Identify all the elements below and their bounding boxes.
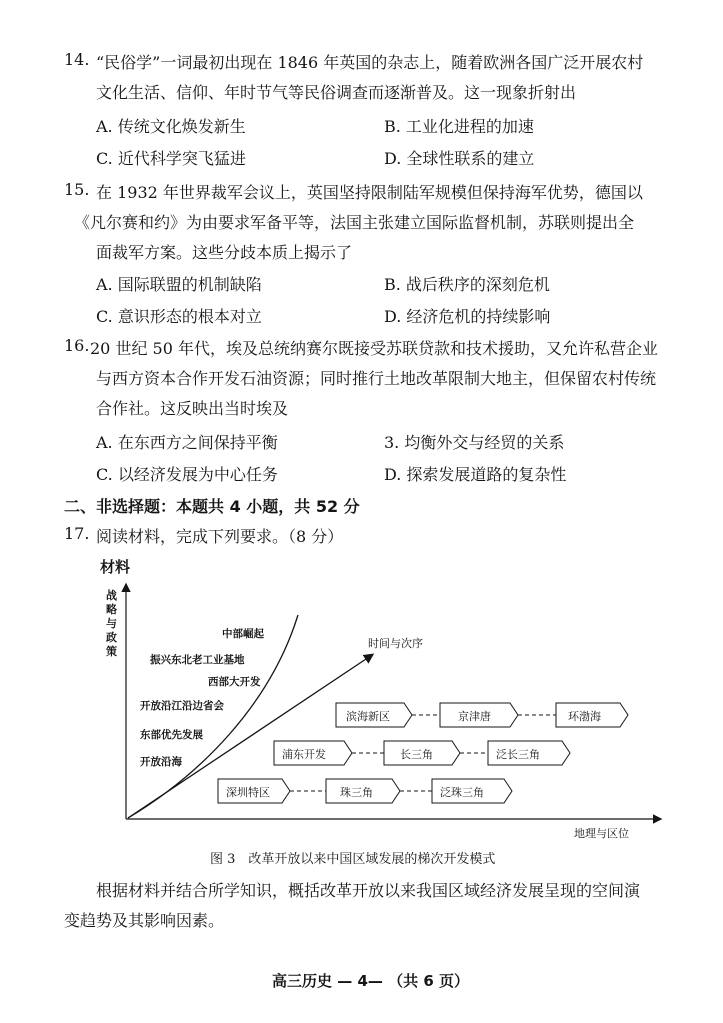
policy-label: 中部崛起 [222,628,264,640]
policy-label: 西部大开发 [208,676,261,688]
question-number: 17. [64,524,90,543]
option-a: A. 国际联盟的机制缺陷 [96,275,262,294]
region-label: 浦东开发 [282,748,326,761]
policy-label: 振兴东北老工业基地 [150,654,245,666]
question-number: 14. [64,50,90,69]
region-label: 泛长三角 [496,748,540,761]
question-text-line: 与西方资本合作开发石油资源；同时推行土地改革限制大地主，但保留农村传统 [96,369,657,388]
policy-label: 开放沿海 [140,756,182,768]
development-diagram [0,575,723,875]
option-d: D. 经济危机的持续影响 [384,307,551,326]
figure-caption: 图 3 改革开放以来中国区域发展的梯次开发模式 [210,852,496,867]
question-text-line: “民俗学”一词最初出现在 1846 年英国的杂志上，随着欧洲各国广泛开展农村 [96,53,644,72]
material-label: 材料 [100,558,131,576]
question-text-line: 文化生活、信仰、年时节气等民俗调查而逐渐普及。这一现象折射出 [96,83,577,102]
region-label: 长三角 [400,748,433,761]
option-c: C. 以经济发展为中心任务 [96,465,278,484]
question-text-line: 合作社。这反映出当时埃及 [96,399,289,418]
option-d: D. 探索发展道路的复杂性 [384,465,567,484]
svg-text:策: 策 [106,645,117,658]
development-row-1 [336,703,628,727]
region-label: 滨海新区 [346,710,390,723]
region-label: 环渤海 [568,710,601,723]
question-number: 16. [64,336,90,355]
y-axis-label [106,588,118,658]
section-heading: 二、非选择题：本题共 4 小题，共 52 分 [64,497,360,516]
prompt-line: 根据材料并结合所学知识，概括改革开放以来我国区域经济发展呈现的空间演 [96,881,641,900]
region-label: 珠三角 [340,786,373,799]
region-label: 深圳特区 [226,786,270,799]
policy-label: 东部优先发展 [140,729,203,741]
option-a: A. 传统文化焕发新生 [96,117,246,136]
x-axis-label: 地理与区位 [574,827,629,840]
curve-axis-label: 时间与次序 [368,637,423,650]
page-footer: 高三历史 — 4— （共 6 页） [272,972,469,990]
prompt-line: 变趋势及其影响因素。 [64,911,225,930]
svg-text:与: 与 [106,617,117,630]
option-b: B. 战后秩序的深刻危机 [384,275,550,294]
question-text-line: 《凡尔赛和约》为由要求军备平等，法国主张建立国际监督机制，苏联则提出全 [74,213,635,232]
svg-text:略: 略 [106,603,117,616]
question-text-line: 在 1932 年世界裁军会议上，英国坚持限制陆军规模但保持海军优势，德国以 [96,183,643,202]
option-d: D. 全球性联系的建立 [384,149,535,168]
development-row-2 [274,741,570,765]
option-b: B. 工业化进程的加速 [384,117,534,136]
question-text-line: 20 世纪 50 年代，埃及总统纳赛尔既接受苏联贷款和技术援助，又允许私营企业 [90,339,658,358]
question-text-line: 面裁军方案。这些分歧本质上揭示了 [96,243,353,262]
region-label: 京津唐 [458,710,491,723]
question-text-line: 阅读材料，完成下列要求。（8 分） [96,527,344,546]
policy-label: 开放沿江沿边省会 [140,700,224,712]
svg-text:政: 政 [106,631,117,644]
option-c: C. 意识形态的根本对立 [96,307,262,326]
svg-text:战: 战 [106,589,117,602]
question-number: 15. [64,180,90,199]
option-a: A. 在东西方之间保持平衡 [96,433,278,452]
development-row-3 [218,779,512,803]
option-c: C. 近代科学突飞猛进 [96,149,246,168]
region-label: 泛珠三角 [440,786,484,799]
option-b: 3. 均衡外交与经贸的关系 [384,433,565,452]
